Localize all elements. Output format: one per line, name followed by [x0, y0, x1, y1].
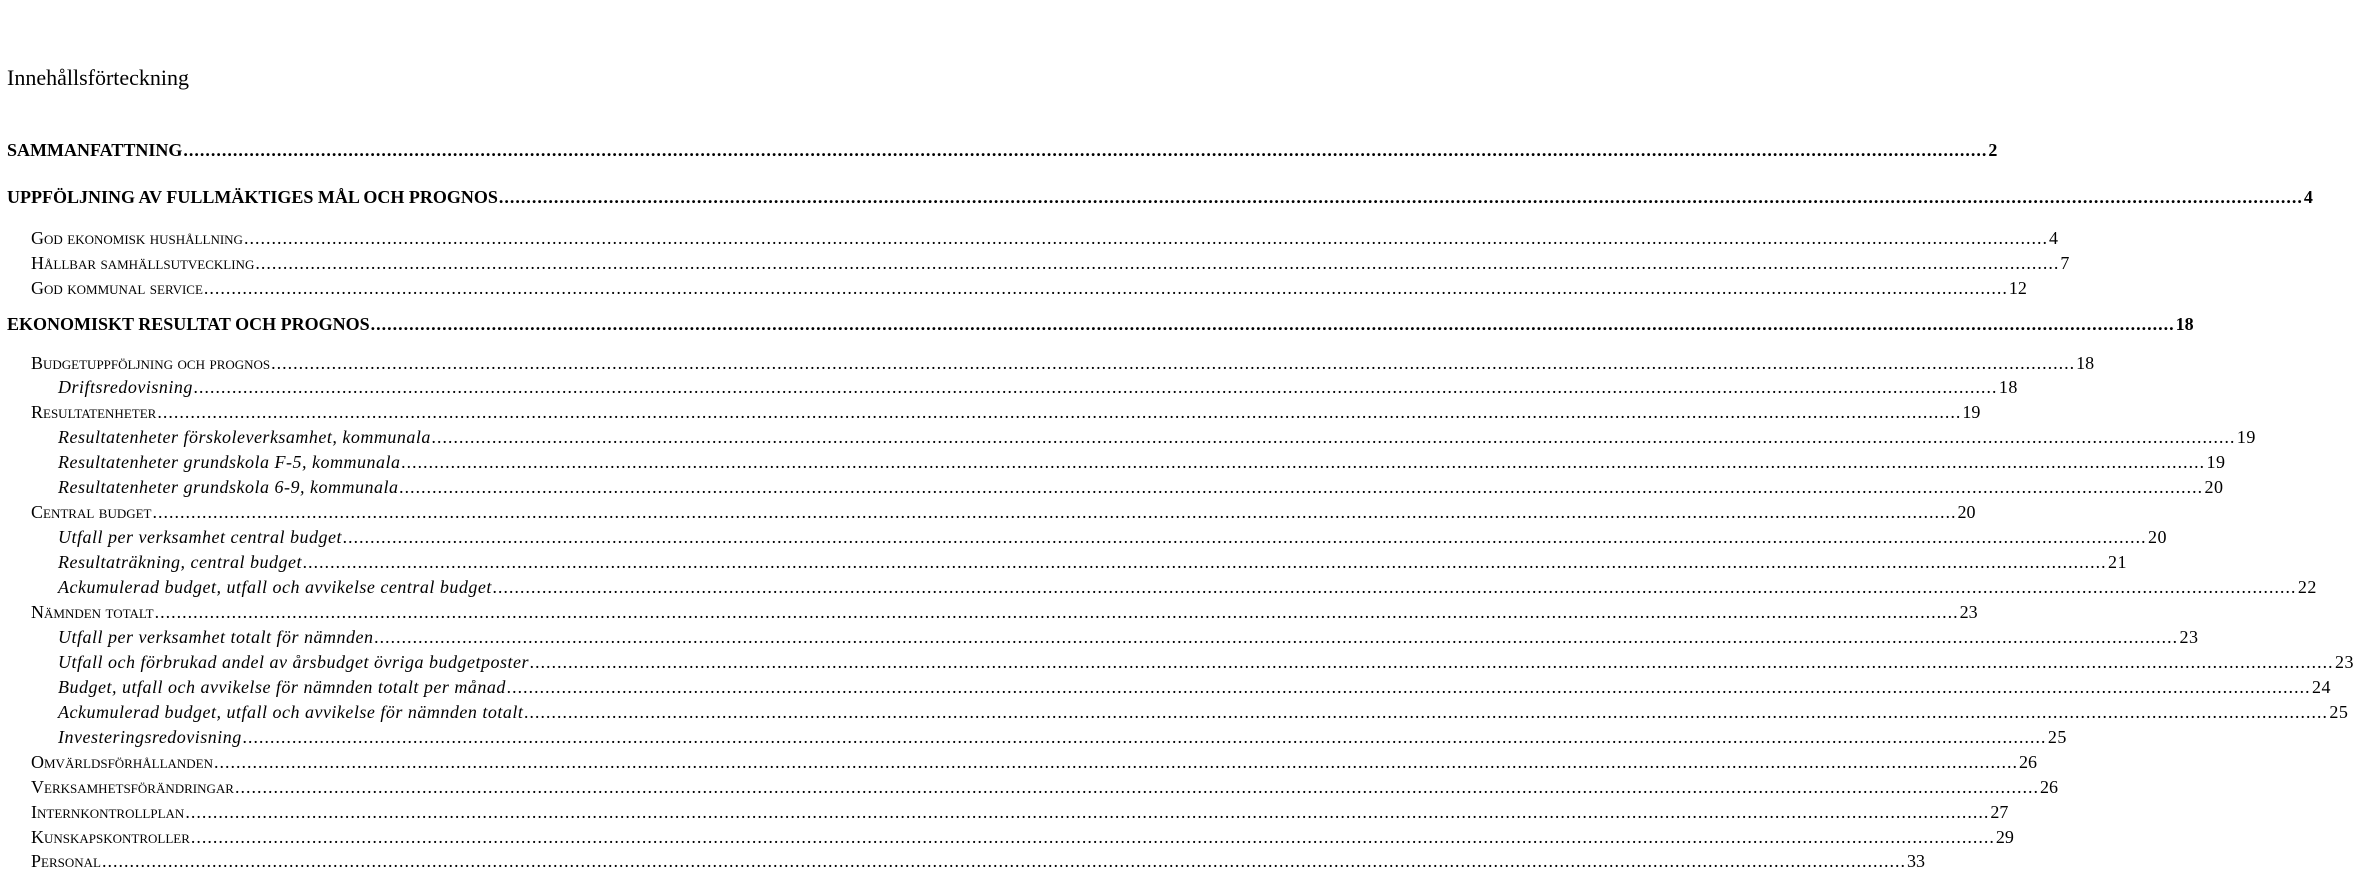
- toc-leader: [255, 252, 2059, 274]
- toc-entry-page: 19: [2236, 427, 2256, 447]
- toc-leader: [524, 701, 2328, 723]
- toc-entry-page: 4: [2048, 228, 2058, 248]
- toc-leader: [243, 726, 2047, 748]
- toc-entry[interactable]: [0, 501, 1976, 523]
- toc-entry-page: 21: [2107, 552, 2127, 572]
- toc-entry-page: 19: [2206, 452, 2226, 472]
- toc-entry-label: Ackumulerad budget, utfall och avvikelse för nämnden totalt: [58, 702, 524, 722]
- toc-leader: [399, 476, 2203, 498]
- toc-entry-label: Resultaträkning, central budget: [58, 552, 302, 572]
- toc-entry[interactable]: [0, 139, 1998, 161]
- toc-entry-page: 27: [1990, 802, 2009, 822]
- toc-entry-page: 33: [1906, 851, 1925, 871]
- toc-entry[interactable]: [0, 726, 2067, 748]
- toc-entry[interactable]: [0, 801, 2009, 823]
- toc-entry-page: 26: [2019, 752, 2038, 772]
- toc-entry-label: Resultatenheter grundskola 6-9, kommunala: [58, 477, 399, 497]
- toc-entry-label: Resultatenheter: [31, 402, 157, 422]
- toc-entry-label: God kommunal service: [31, 278, 203, 298]
- toc-entry[interactable]: [0, 701, 2349, 723]
- toc-leader: [271, 352, 2075, 374]
- toc-entry-page: 29: [1995, 827, 2014, 847]
- toc-leader: [343, 526, 2147, 548]
- toc-entry-label: Ackumulerad budget, utfall och avvikelse central budget: [58, 577, 492, 597]
- toc-entry-page: 12: [2008, 278, 2027, 298]
- toc-entry[interactable]: [0, 576, 2317, 598]
- toc-entry-page: 23: [2179, 627, 2199, 647]
- toc-entry-label: Resultatenheter förskoleverksamhet, kommunala: [58, 427, 431, 447]
- toc-leader: [214, 751, 2018, 773]
- toc-entry-label: Driftsredovisning: [58, 377, 193, 397]
- toc-entry-page: 2: [1988, 140, 1998, 160]
- toc-entry-label: Budget, utfall och avvikelse för nämnden totalt per månad: [58, 677, 506, 697]
- toc-entry-page: 20: [2147, 527, 2167, 547]
- toc-entry[interactable]: [0, 277, 2027, 299]
- toc-entry-label: Central budget: [31, 502, 152, 522]
- toc-entry[interactable]: [0, 186, 2313, 208]
- toc-entry-label: SAMMANFATTNING: [7, 140, 183, 160]
- toc-leader: [493, 576, 2297, 598]
- toc-entry-page: 18: [1998, 377, 2018, 397]
- toc-leader: [374, 626, 2178, 648]
- toc-entry-label: Utfall per verksamhet totalt för nämnden: [58, 627, 374, 647]
- toc-leader: [235, 776, 2039, 798]
- toc-entry-page: 20: [1957, 502, 1976, 522]
- toc-entry-label: Resultatenheter grundskola F-5, kommunala: [58, 452, 401, 472]
- toc-entry-label: EKONOMISKT RESULTAT OCH PROGNOS: [7, 314, 370, 334]
- toc-entry[interactable]: [0, 352, 2095, 374]
- toc-entry-page: 26: [2039, 777, 2058, 797]
- toc-entry-label: Internkontrollplan: [31, 802, 185, 822]
- toc-entry[interactable]: [0, 426, 2256, 448]
- toc-leader: [401, 451, 2205, 473]
- toc-entry-page: 19: [1962, 402, 1981, 422]
- toc-leader: [183, 139, 1987, 161]
- toc-entry[interactable]: [0, 626, 2199, 648]
- toc-leader: [499, 186, 2303, 208]
- toc-entry-page: 18: [2076, 353, 2095, 373]
- toc-entry[interactable]: [0, 776, 2058, 798]
- toc-leader: [155, 601, 1959, 623]
- toc-entry[interactable]: [0, 651, 2354, 673]
- toc-entry[interactable]: [0, 826, 2014, 848]
- toc-entry-page: 25: [2329, 702, 2349, 722]
- toc-leader: [432, 426, 2236, 448]
- toc-entry[interactable]: [0, 476, 2224, 498]
- toc-entry[interactable]: [0, 313, 2194, 335]
- toc-entry-label: Utfall och förbrukad andel av årsbudget övriga budgetposter: [58, 652, 529, 672]
- toc-entry-page: 4: [2303, 187, 2313, 207]
- toc-entry[interactable]: [0, 451, 2226, 473]
- toc-entry-label: Budgetuppföljning och prognos: [31, 353, 271, 373]
- toc-entry-label: Utfall per verksamhet central budget: [58, 527, 342, 547]
- toc-leader: [204, 277, 2008, 299]
- toc-entry-label: UPPFÖLJNING AV FULLMÄKTIGES MÅL OCH PROGNOS: [7, 187, 498, 207]
- toc-entry[interactable]: [0, 551, 2127, 573]
- toc-entry-page: 23: [1959, 602, 1978, 622]
- toc-entry-page: 25: [2047, 727, 2067, 747]
- toc-leader: [153, 501, 1957, 523]
- toc-entry[interactable]: [0, 227, 2058, 249]
- toc-entry[interactable]: [0, 401, 1981, 423]
- toc-entry-label: God ekonomisk hushållning: [31, 228, 243, 248]
- toc-entry-page: 7: [2060, 253, 2070, 273]
- toc-entry[interactable]: [0, 850, 1925, 872]
- toc-entry-page: 20: [2204, 477, 2224, 497]
- toc-leader: [102, 850, 1906, 872]
- toc-title: Innehållsförteckning: [7, 65, 190, 90]
- toc-entry-label: Personal: [31, 851, 101, 871]
- toc-entry-label: Omvärldsförhållanden: [31, 752, 214, 772]
- toc-leader: [371, 313, 2175, 335]
- toc-leader: [507, 676, 2311, 698]
- toc-leader: [185, 801, 1989, 823]
- toc-entry-label: Hållbar samhällsutveckling: [31, 253, 255, 273]
- toc-entry-page: 23: [2334, 652, 2354, 672]
- toc-entry[interactable]: [0, 751, 2038, 773]
- toc-leader: [244, 227, 2048, 249]
- toc-entry-page: 22: [2297, 577, 2317, 597]
- toc-entry-label: Kunskapskontroller: [31, 827, 190, 847]
- toc-entry-label: Investeringsredovisning: [58, 727, 242, 747]
- toc-entry[interactable]: [0, 252, 2070, 274]
- toc-entry-page: 24: [2311, 677, 2331, 697]
- toc-entry[interactable]: [0, 376, 2018, 398]
- toc-entry[interactable]: [0, 526, 2167, 548]
- toc-entry-label: Nämnden totalt: [31, 602, 154, 622]
- toc-leader: [191, 826, 1995, 848]
- toc-leader: [303, 551, 2107, 573]
- toc-entry[interactable]: [0, 676, 2331, 698]
- toc-entry-page: 18: [2175, 314, 2194, 334]
- toc-leader: [530, 651, 2334, 673]
- toc-entry-label: Verksamhetsförändringar: [31, 777, 234, 797]
- toc-entry[interactable]: [0, 601, 1978, 623]
- toc-leader: [157, 401, 1961, 423]
- toc-leader: [194, 376, 1998, 398]
